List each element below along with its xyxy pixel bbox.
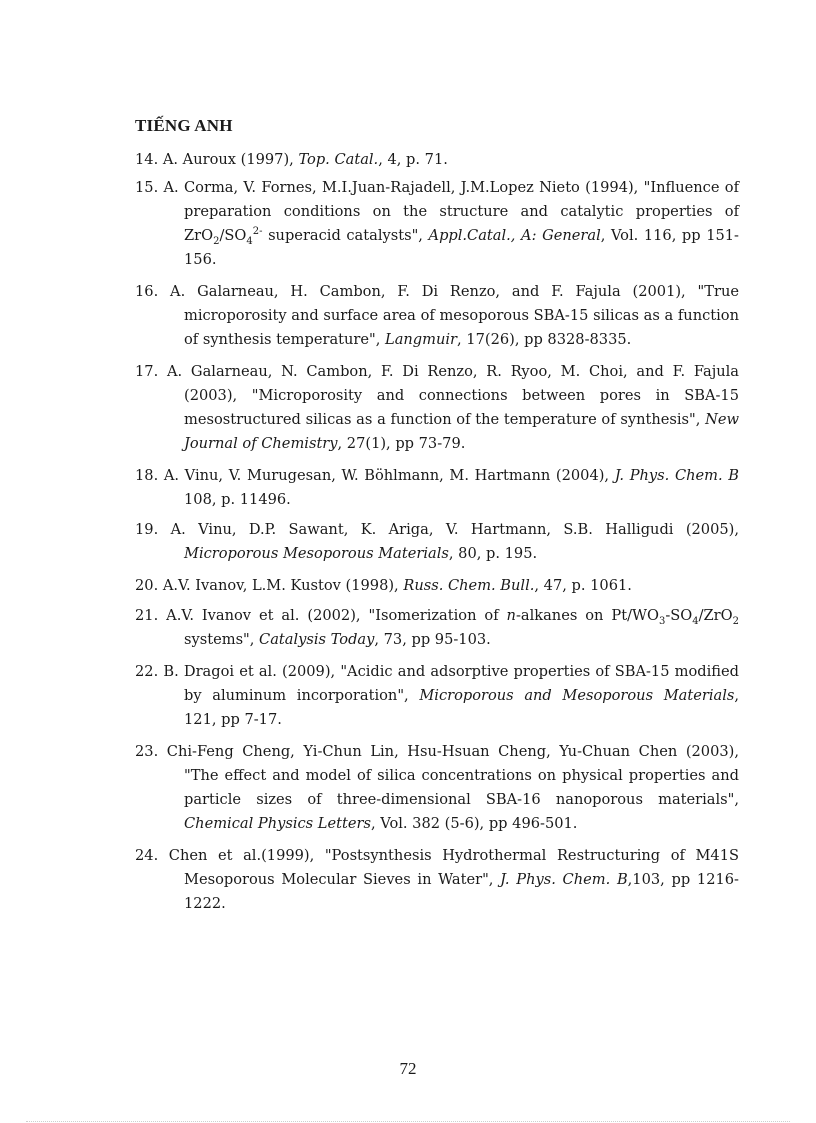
reference-text: systems", xyxy=(184,631,260,648)
reference-text: 22. B. Dragoi et al. (2009), "Acidic and adsorptive properties of SBA-15 modified by aluminum incorporation", xyxy=(135,663,739,704)
subscript: 4 xyxy=(246,235,253,247)
reference-text: 108, p. 11496. xyxy=(184,491,291,508)
reference-entry xyxy=(135,518,739,566)
reference-entry xyxy=(135,604,739,652)
reference-italic-text: Chemical Physics Letters xyxy=(184,815,371,832)
section-heading: TIẾNG ANH xyxy=(135,116,233,135)
reference-text: -SO xyxy=(665,607,693,624)
page-number: 72 xyxy=(399,1059,417,1078)
subscript: 2 xyxy=(732,615,739,627)
reference-list xyxy=(135,148,739,924)
reference-text: , 17(26), pp 8328-8335. xyxy=(457,331,632,348)
reference-entry xyxy=(135,280,739,352)
footer-divider xyxy=(26,1121,790,1122)
reference-text: 18. A. Vinu, V. Murugesan, W. Böhlmann, M. Hartmann (2004), xyxy=(135,467,615,484)
reference-italic-text: Langmuir xyxy=(385,331,458,348)
superscript: 2- xyxy=(252,226,263,238)
reference-text: , 47, p. 1061. xyxy=(534,577,632,594)
reference-text: , Vol. 382 (5-6), pp 496-501. xyxy=(370,815,578,832)
reference-text: 14. A. Auroux (1997), xyxy=(135,151,299,168)
reference-text: 15. A. Corma, V. Fornes, M.I.Juan-Rajadell, J.M.Lopez Nieto (1994), "Influence of preparation conditions on the structure and catalytic properties of ZrO xyxy=(135,179,739,244)
reference-text: 16. A. Galarneau, H. Cambon, F. Di Renzo, and F. Fajula (2001), "True microporosity and surface area of mesoporous SBA-15 silicas as a function of synthesis temperature", xyxy=(135,283,739,348)
reference-text: 17. A. Galarneau, N. Cambon, F. Di Renzo, R. Ryoo, M. Choi, and F. Fajula (2003), "Microporosity and connections between pores in SBA-15 mesostructured silicas as a function of the temperature of synthesis", xyxy=(135,363,739,428)
reference-italic-text: Russ. Chem. Bull. xyxy=(403,577,535,594)
reference-entry xyxy=(135,464,739,512)
reference-italic-text: J. Phys. Chem. B xyxy=(500,871,628,888)
reference-entry xyxy=(135,574,739,598)
reference-italic-text: J. Phys. Chem. B xyxy=(614,467,739,484)
reference-text: 19. A. Vinu, D.P. Sawant, K. Ariga, V. Hartmann, S.B. Halligudi (2005), xyxy=(135,521,739,538)
reference-entry xyxy=(135,148,739,172)
subscript: 4 xyxy=(692,615,699,627)
reference-entry xyxy=(135,360,739,456)
reference-italic-text: Microporous Mesoporous Materials xyxy=(184,545,449,562)
reference-text: 21. A.V. Ivanov et al. (2002), "Isomerization of xyxy=(135,607,507,624)
reference-text: 24. Chen et al.(1999), "Postsynthesis Hydrothermal Restructuring of M41S Mesoporous Molecular Sieves in Water", xyxy=(135,847,739,888)
reference-entry xyxy=(135,660,739,732)
reference-italic-text: n xyxy=(506,607,516,624)
reference-text: 20. A.V. Ivanov, L.M. Kustov (1998), xyxy=(135,577,404,594)
reference-text: , 80, p. 195. xyxy=(448,545,538,562)
reference-text: , 121, pp 7-17. xyxy=(184,687,739,728)
reference-italic-text: Appl.Catal., A: General xyxy=(428,227,601,244)
reference-text: , Vol. 116, pp 151-156. xyxy=(184,227,739,268)
reference-text: ,103, pp 1216-1222. xyxy=(184,871,739,912)
reference-entry xyxy=(135,176,739,272)
reference-text: , 4, p. 71. xyxy=(378,151,448,168)
reference-text: , 73, pp 95-103. xyxy=(374,631,491,648)
subscript: 3 xyxy=(658,615,666,627)
reference-entry xyxy=(135,740,739,836)
reference-text: 23. Chi-Feng Cheng, Yi-Chun Lin, Hsu-Hsuan Cheng, Yu-Chuan Chen (2003), "The effect and model of silica concentrations on physical properties and particle sizes of three-dimensional SBA-16 nanoporous materials", xyxy=(135,743,739,808)
reference-text: , 27(1), pp 73-79. xyxy=(337,435,466,452)
reference-text: /SO xyxy=(219,227,247,244)
reference-text: /ZrO xyxy=(698,607,733,624)
reference-entry xyxy=(135,844,739,916)
reference-italic-text: New Journal of Chemistry xyxy=(184,411,739,452)
reference-italic-text: Catalysis Today xyxy=(259,631,375,648)
reference-text: superacid catalysts", xyxy=(262,227,429,244)
subscript: 2 xyxy=(213,235,220,247)
reference-italic-text: Microporous and Mesoporous Materials xyxy=(419,687,735,704)
reference-text: -alkanes on Pt/WO xyxy=(515,607,659,624)
reference-italic-text: Top. Catal. xyxy=(298,151,379,168)
